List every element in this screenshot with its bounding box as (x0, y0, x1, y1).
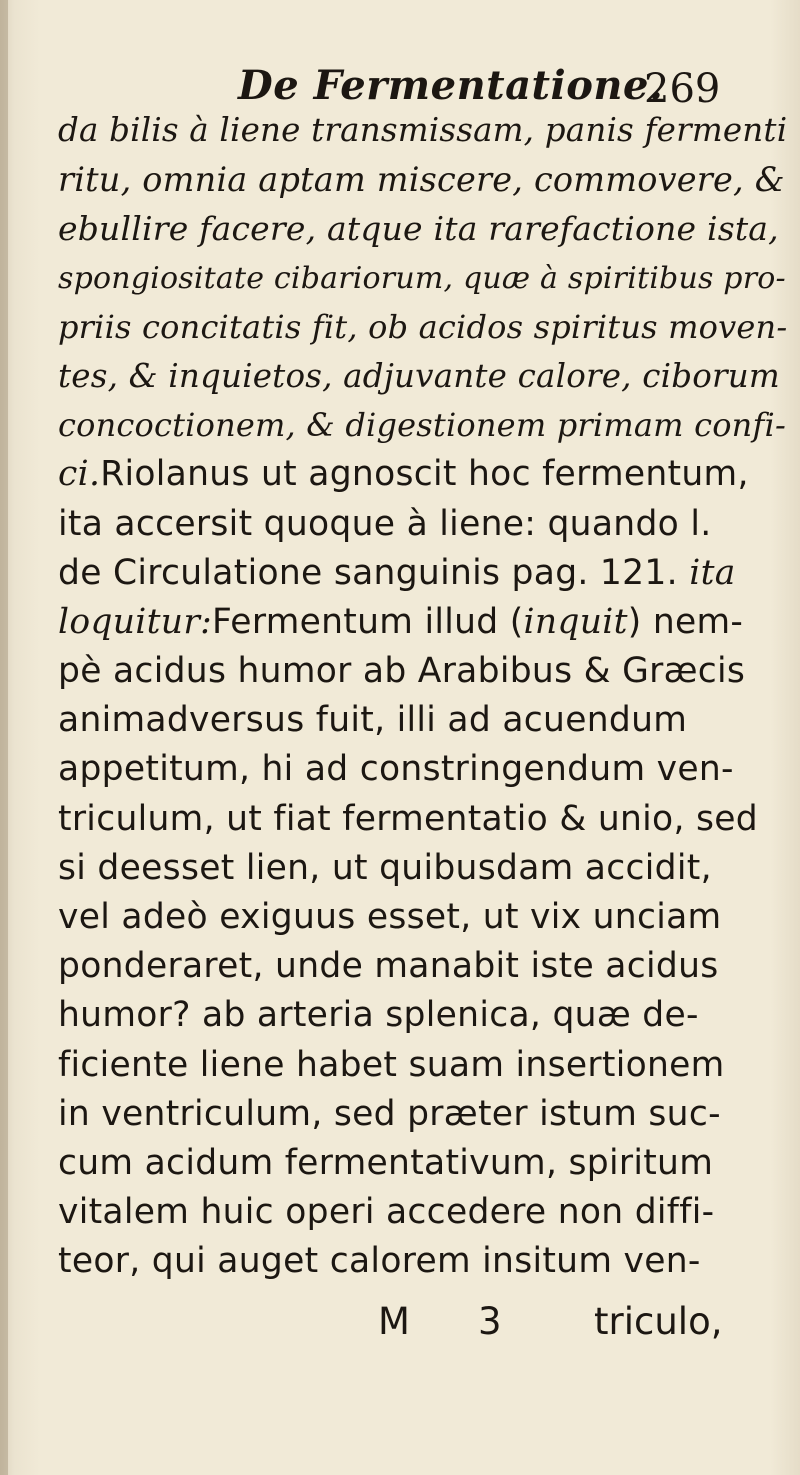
text-line: ita accersit quoque à liene: quando l. (58, 503, 712, 544)
catchword: triculo, (594, 1300, 723, 1343)
text-line: humor? ab arteria splenica, quæ de- (58, 995, 699, 1036)
text-line: pè acidus humor ab Arabibus & Græcis (58, 651, 746, 692)
text-line: ponderaret, unde manabit iste acidus (58, 946, 719, 987)
text-line: vitalem huic operi accedere non diffi- (58, 1192, 715, 1233)
text-line (58, 598, 788, 647)
roman-segment: de Circulatione sanguinis pag. 121. (58, 552, 678, 593)
text-line: cum acidum fermentativum, spiritum (58, 1142, 714, 1183)
text-line: ficiente liene habet suam insertionem (58, 1044, 725, 1085)
running-title: De Fermentatione. (238, 62, 664, 109)
text-line: in ventriculum, sed præter istum suc- (58, 1093, 721, 1134)
text-line: da bilis à liene transmissam, panis fermenti (58, 111, 788, 149)
signature-number: 3 (478, 1300, 502, 1343)
page-number: 269 (644, 66, 721, 112)
text-line: triculum, ut fiat fermentatio & unio, sed (58, 798, 758, 839)
text-line: priis concitatis fit, ob acidos spiritus moven- (58, 307, 788, 346)
italic-segment: loquitur: (58, 601, 213, 642)
text-line: animadversus fuit, illi ad acuendum (58, 700, 688, 741)
text-line: ritu, omnia aptam miscere, commovere, & (58, 160, 785, 200)
text-line: tes, & inquietos, adjuvante calore, ciborum (58, 356, 780, 395)
italic-segment: ci. (58, 454, 101, 495)
italic-segment: ita (689, 552, 736, 593)
roman-segment: Fermentum illud ( (212, 601, 524, 642)
text-line: teor, qui auget calorem insitum ven- (58, 1241, 701, 1282)
text-line (58, 549, 788, 598)
roman-segment: ) nem- (627, 601, 744, 642)
italic-segment: inquit (523, 601, 628, 642)
page-header (0, 62, 800, 112)
text-line (58, 450, 788, 499)
signature-mark: M (378, 1300, 410, 1343)
body-text (58, 106, 788, 1287)
text-line: vel adeò exiguus esset, ut vix unciam (58, 897, 722, 937)
text-line: spongiositate cibariorum, quæ à spiritibus pro- (58, 260, 786, 296)
roman-segment: Riolanus ut agnoscit hoc fermentum, (100, 454, 749, 495)
text-line: si deesset lien, ut quibusdam accidit, (58, 847, 712, 888)
text-line: concoctionem, & digestionem primam confi- (58, 406, 786, 445)
page-gutter-shadow (0, 0, 8, 1475)
text-line: ebullire facere, atque ita rarefactione ista, (58, 209, 779, 249)
text-line: appetitum, hi ad constringendum ven- (58, 749, 734, 790)
page-footer (0, 1300, 800, 1350)
